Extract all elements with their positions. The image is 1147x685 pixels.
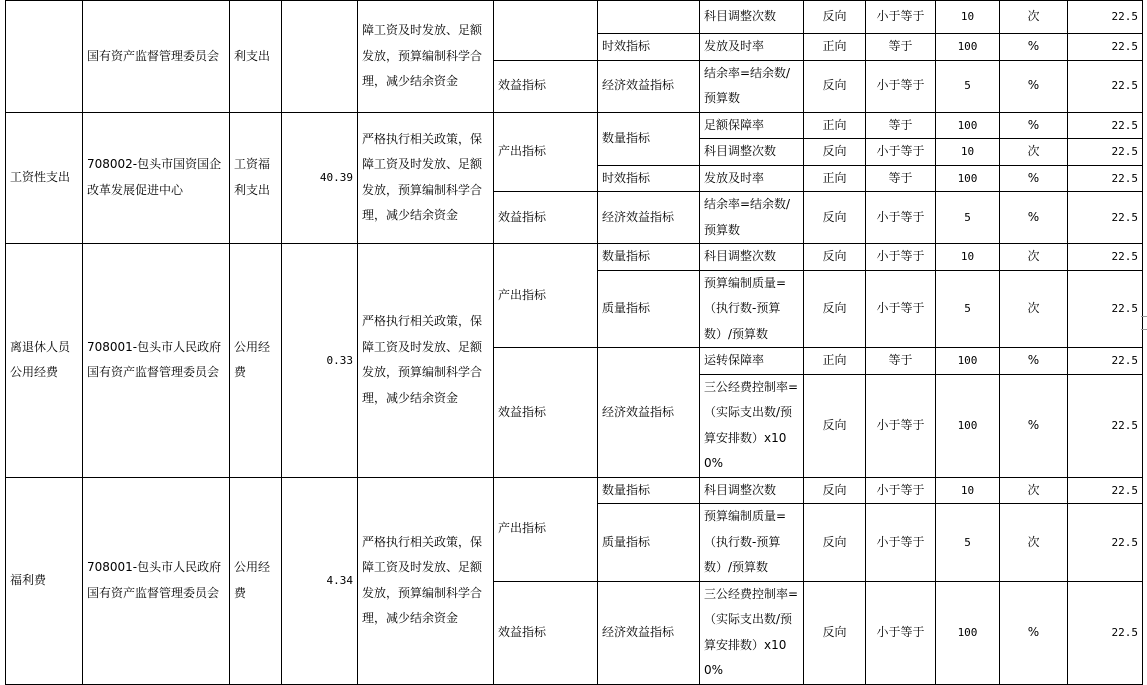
- direction-cell: 反向: [804, 192, 866, 244]
- indicator-name-cell: 发放及时率: [700, 165, 804, 192]
- level2-indicator-cell: 经济效益指标: [598, 192, 700, 244]
- measure-unit-cell: %: [1000, 374, 1068, 477]
- weight-cell: 22.5: [1068, 477, 1143, 504]
- weight-cell: 22.5: [1068, 374, 1143, 477]
- direction-cell: 反向: [804, 60, 866, 112]
- direction-cell: 反向: [804, 1, 866, 34]
- measure-unit-cell: 次: [1000, 270, 1068, 348]
- table-row: [6, 244, 1143, 271]
- weight-cell: 22.5: [1068, 1, 1143, 34]
- level2-indicator-cell: 质量指标: [598, 504, 700, 582]
- level1-indicator-cell: 效益指标: [494, 192, 598, 244]
- direction-cell: 反向: [804, 504, 866, 582]
- level1-indicator-cell: 产出指标: [494, 477, 598, 581]
- direction-cell: 正向: [804, 348, 866, 375]
- measure-unit-cell: 次: [1000, 244, 1068, 271]
- table-row: [6, 1, 1143, 34]
- indicator-name-cell: 足额保障率: [700, 112, 804, 139]
- operator-cell: 小于等于: [866, 1, 936, 34]
- project-name-cell: 福利费: [6, 477, 83, 684]
- operator-cell: 小于等于: [866, 139, 936, 166]
- target-value-cell: 10: [936, 244, 1000, 271]
- measure-unit-cell: 次: [1000, 477, 1068, 504]
- measure-unit-cell: %: [1000, 581, 1068, 684]
- operator-cell: 小于等于: [866, 60, 936, 112]
- indicator-name-cell: 科目调整次数: [700, 244, 804, 271]
- operator-cell: 小于等于: [866, 270, 936, 348]
- operator-cell: 等于: [866, 165, 936, 192]
- policy-cell: 严格执行相关政策，保障工资及时发放、足额发放，预算编制科学合理，减少结余资金: [358, 477, 494, 684]
- direction-cell: 反向: [804, 581, 866, 684]
- amount-cell: 40.39: [282, 112, 358, 244]
- level1-indicator-cell: 效益指标: [494, 60, 598, 112]
- target-value-cell: 5: [936, 270, 1000, 348]
- econ-class-cell: 利支出: [230, 1, 282, 113]
- econ-class-cell: 公用经费: [230, 477, 282, 684]
- level2-indicator-cell: 质量指标: [598, 270, 700, 348]
- operator-cell: 小于等于: [866, 477, 936, 504]
- weight-cell: 22.5: [1068, 165, 1143, 192]
- level2-indicator-cell: 时效指标: [598, 34, 700, 61]
- operator-cell: 等于: [866, 34, 936, 61]
- target-value-cell: 10: [936, 1, 1000, 34]
- direction-cell: 反向: [804, 374, 866, 477]
- policy-cell: 严格执行相关政策，保障工资及时发放、足额发放，预算编制科学合理，减少结余资金: [358, 244, 494, 478]
- econ-class-cell: 公用经费: [230, 244, 282, 478]
- operator-cell: 小于等于: [866, 581, 936, 684]
- direction-cell: 正向: [804, 165, 866, 192]
- operator-cell: 小于等于: [866, 374, 936, 477]
- target-value-cell: 100: [936, 34, 1000, 61]
- project-name-cell: 离退休人员公用经费: [6, 244, 83, 478]
- indicator-name-cell: 结余率=结余数/预算数: [700, 192, 804, 244]
- project-name-cell: [6, 1, 83, 113]
- direction-cell: 正向: [804, 34, 866, 61]
- weight-cell: 22.5: [1068, 270, 1143, 348]
- level1-indicator-cell: 效益指标: [494, 348, 598, 478]
- level2-indicator-cell: 数量指标: [598, 244, 700, 271]
- indicator-name-cell: 三公经费控制率=（实际支出数/预算安排数）x100%: [700, 374, 804, 477]
- measure-unit-cell: %: [1000, 34, 1068, 61]
- project-name-cell: 工资性支出: [6, 112, 83, 244]
- target-value-cell: 100: [936, 112, 1000, 139]
- target-value-cell: 10: [936, 477, 1000, 504]
- indicator-name-cell: 发放及时率: [700, 34, 804, 61]
- measure-unit-cell: %: [1000, 348, 1068, 375]
- target-value-cell: 10: [936, 139, 1000, 166]
- level1-indicator-cell: 产出指标: [494, 112, 598, 192]
- weight-cell: 22.5: [1068, 34, 1143, 61]
- level1-indicator-cell: 效益指标: [494, 581, 598, 684]
- operator-cell: 小于等于: [866, 504, 936, 582]
- measure-unit-cell: %: [1000, 60, 1068, 112]
- direction-cell: 反向: [804, 477, 866, 504]
- measure-unit-cell: %: [1000, 192, 1068, 244]
- indicator-name-cell: 运转保障率: [700, 348, 804, 375]
- target-value-cell: 100: [936, 374, 1000, 477]
- target-value-cell: 5: [936, 504, 1000, 582]
- weight-cell: 22.5: [1068, 112, 1143, 139]
- indicator-name-cell: 预算编制质量=（执行数-预算数）/预算数: [700, 270, 804, 348]
- measure-unit-cell: 次: [1000, 1, 1068, 34]
- operator-cell: 小于等于: [866, 192, 936, 244]
- amount-cell: 0.33: [282, 244, 358, 478]
- indicator-name-cell: 科目调整次数: [700, 477, 804, 504]
- direction-cell: 反向: [804, 270, 866, 348]
- indicator-name-cell: 预算编制质量=（执行数-预算数）/预算数: [700, 504, 804, 582]
- operator-cell: 小于等于: [866, 244, 936, 271]
- target-value-cell: 100: [936, 165, 1000, 192]
- level2-indicator-cell: 数量指标: [598, 477, 700, 504]
- weight-cell: 22.5: [1068, 581, 1143, 684]
- weight-cell: 22.5: [1068, 244, 1143, 271]
- operator-cell: 等于: [866, 348, 936, 375]
- level2-indicator-cell: 时效指标: [598, 165, 700, 192]
- weight-cell: 22.5: [1068, 348, 1143, 375]
- unit-cell: 国有资产监督管理委员会: [83, 1, 230, 113]
- direction-cell: 反向: [804, 139, 866, 166]
- performance-target-table: [5, 0, 1143, 685]
- indicator-name-cell: 科目调整次数: [700, 139, 804, 166]
- amount-cell: 4.34: [282, 477, 358, 684]
- policy-cell: 障工资及时发放、足额发放，预算编制科学合理，减少结余资金: [358, 1, 494, 113]
- table-row: [6, 112, 1143, 139]
- measure-unit-cell: 次: [1000, 504, 1068, 582]
- direction-cell: 反向: [804, 244, 866, 271]
- level1-indicator-cell: 产出指标: [494, 244, 598, 348]
- level2-indicator-cell: 经济效益指标: [598, 348, 700, 478]
- measure-unit-cell: 次: [1000, 139, 1068, 166]
- indicator-name-cell: 科目调整次数: [700, 1, 804, 34]
- weight-cell: 22.5: [1068, 139, 1143, 166]
- column-resize-handle[interactable]: [1141, 316, 1147, 330]
- operator-cell: 等于: [866, 112, 936, 139]
- amount-cell: [282, 1, 358, 113]
- weight-cell: 22.5: [1068, 504, 1143, 582]
- target-value-cell: 100: [936, 348, 1000, 375]
- target-value-cell: 100: [936, 581, 1000, 684]
- level2-indicator-cell: [598, 1, 700, 34]
- level2-indicator-cell: 经济效益指标: [598, 581, 700, 684]
- level2-indicator-cell: 数量指标: [598, 112, 700, 165]
- measure-unit-cell: %: [1000, 165, 1068, 192]
- econ-class-cell: 工资福利支出: [230, 112, 282, 244]
- table-row: [6, 477, 1143, 504]
- weight-cell: 22.5: [1068, 192, 1143, 244]
- policy-cell: 严格执行相关政策，保障工资及时发放、足额发放，预算编制科学合理，减少结余资金: [358, 112, 494, 244]
- level1-indicator-cell: [494, 1, 598, 61]
- indicator-name-cell: 三公经费控制率=（实际支出数/预算安排数）x100%: [700, 581, 804, 684]
- unit-cell: 708002-包头市国资国企改革发展促进中心: [83, 112, 230, 244]
- target-value-cell: 5: [936, 192, 1000, 244]
- weight-cell: 22.5: [1068, 60, 1143, 112]
- level2-indicator-cell: 经济效益指标: [598, 60, 700, 112]
- unit-cell: 708001-包头市人民政府国有资产监督管理委员会: [83, 477, 230, 684]
- target-value-cell: 5: [936, 60, 1000, 112]
- direction-cell: 正向: [804, 112, 866, 139]
- unit-cell: 708001-包头市人民政府国有资产监督管理委员会: [83, 244, 230, 478]
- indicator-name-cell: 结余率=结余数/预算数: [700, 60, 804, 112]
- measure-unit-cell: %: [1000, 112, 1068, 139]
